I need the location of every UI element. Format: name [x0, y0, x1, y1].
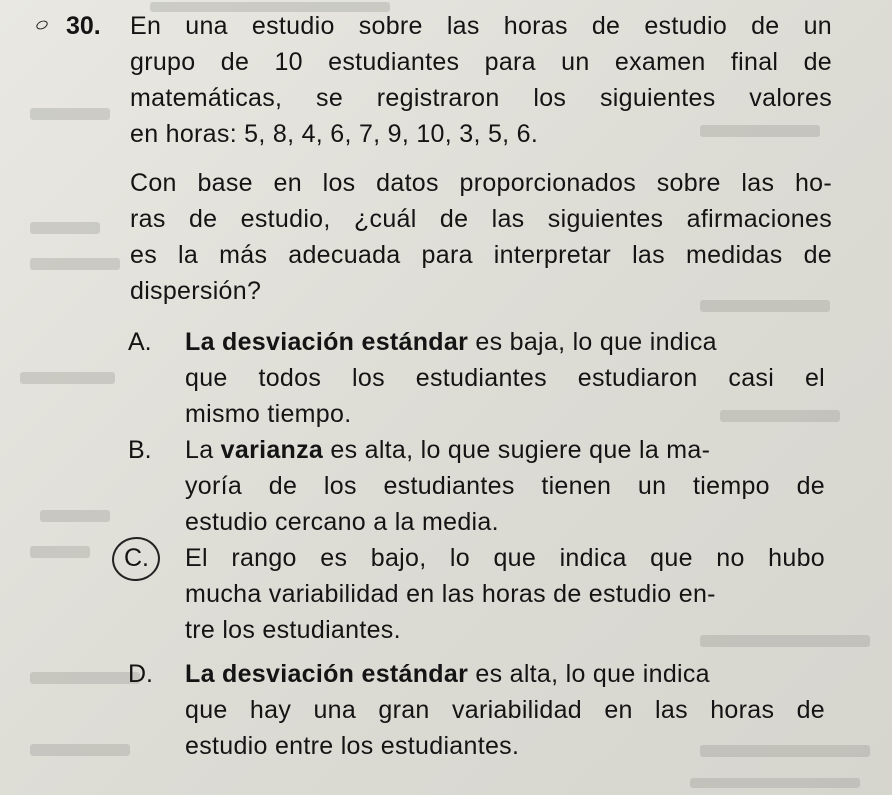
- stem-line: en horas: 5, 8, 4, 6, 7, 9, 10, 3, 5, 6.: [130, 120, 539, 148]
- prompt-line: es la más adecuada para interpretar las medidas de: [130, 241, 832, 269]
- option-text: estudio cercano a la media.: [185, 508, 499, 536]
- option-d-line: [185, 656, 710, 692]
- option-text: que hay una gran variabilidad en las horas de: [185, 696, 825, 724]
- option-text: es alta, lo que indica: [475, 660, 710, 688]
- prompt-line: ras de estudio, ¿cuál de las siguientes afirmaciones: [130, 205, 832, 233]
- option-text: El rango es bajo, lo que indica que no hubo: [185, 544, 825, 572]
- option-b-line: [185, 432, 710, 468]
- option-text: La: [185, 436, 221, 464]
- prompt-line: dispersión?: [130, 277, 262, 305]
- option-letter: D.: [128, 660, 153, 688]
- bullet-mark-icon: [35, 19, 49, 31]
- option-text: mismo tiempo.: [185, 400, 352, 428]
- stem-line: En una estudio sobre las horas de estudio de un: [130, 12, 832, 40]
- option-text: yoría de los estudiantes tienen un tiempo de: [185, 472, 825, 500]
- option-text: es alta, lo que sugiere que la ma-: [330, 436, 711, 464]
- option-text: que todos los estudiantes estudiaron casi el: [185, 364, 825, 392]
- option-text: mucha variabilidad en las horas de estudio en-: [185, 580, 716, 608]
- question-number: 30.: [66, 12, 101, 40]
- option-term: La desviación estándar: [185, 328, 469, 356]
- option-letter: C.: [124, 544, 149, 572]
- stem-line: grupo de 10 estudiantes para un examen final de: [130, 48, 832, 76]
- option-a-line: [185, 324, 717, 360]
- option-letter: B.: [128, 436, 152, 464]
- prompt-line: Con base en los datos proporcionados sobre las ho-: [130, 169, 832, 197]
- stem-line: matemáticas, se registraron los siguientes valores: [130, 84, 832, 112]
- option-term: varianza: [220, 436, 324, 464]
- option-text: estudio entre los estudiantes.: [185, 732, 520, 760]
- option-text: es baja, lo que indica: [475, 328, 717, 356]
- option-term: La desviación estándar: [185, 660, 469, 688]
- option-letter: A.: [128, 328, 152, 356]
- option-text: tre los estudiantes.: [185, 616, 401, 644]
